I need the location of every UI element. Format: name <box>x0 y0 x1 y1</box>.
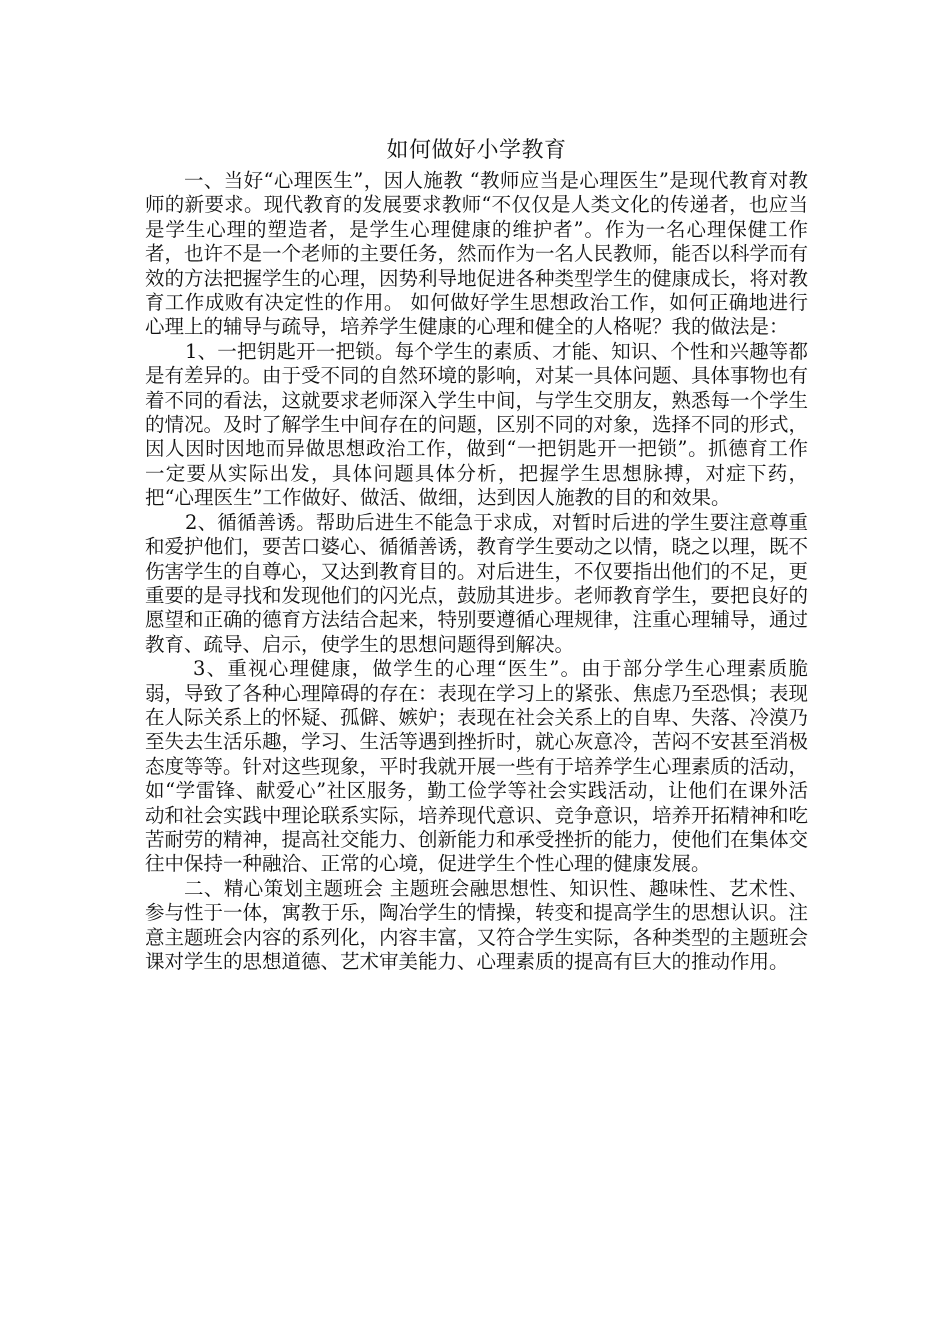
page-title: 如何做好小学教育 <box>386 138 567 163</box>
paragraph-point-two: 2、循循善诱。帮助后进生不能急于求成，对暂时后进的学生要注意尊重和爱护他们，要苦口婆心、循循善诱，教育学生要动之以情，晓之以理，既不伤害学生的自尊心，又达到教育目的。对后进生，不仅要指出他们的不足，更重要的是寻找和发现他们的闪光点，鼓励其进步。老师教育学生，要把良好的愿望和正确的德育方法结合起来，特别要遵循心理规律，注重心理辅导，通过教育、疏导、启示，使学生的思想问题得到解决。 <box>145 510 809 656</box>
paragraph-point-one: 1、一把钥匙开一把锁。每个学生的素质、才能、知识、个性和兴趣等都是有差异的。由于受不同的自然环境的影响，对某一具体问题、具体事物也有着不同的看法，这就要求老师深入学生中间，与学生交朋友，熟悉每一个学生的情况。及时了解学生中间存在的问题，区别不同的对象，选择不同的形式，因人因时因地而异做思想政治工作，做到“一把钥匙开一把锁”。抓德育工作一定要从实际出发，具体问题具体分析，把握学生思想脉搏，对症下药，把“心理医生”工作做好、做活、做细，达到因人施教的目的和效果。 <box>145 339 809 510</box>
paragraph-section-one: 一、当好“心理医生”，因人施教 “教师应当是心理医生”是现代教育对教师的新要求。现代教育的发展要求教师“不仅仅是人类文化的传递者，也应当是学生心理的塑造者，是学生心理健康的维护者”。作为一名心理保健工作者，也许不是一个老师的主要任务，然而作为一名人民教师，能否以科学而有效的方法把握学生的心理，因势利导地促进各种类型学生的健康成长，将对教育工作成败有决定性的作用。 如何做好学生思想政治工作，如何正确地进行心理上的辅导与疏导，培养学生健康的心理和健全的人格呢？我的做法是： <box>145 169 809 339</box>
paragraph-section-two: 二、精心策划主题班会 主题班会融思想性、知识性、趣味性、艺术性、参与性于一体，寓教于乐，陶冶学生的情操，转变和提高学生的思想认识。注意主题班会内容的系列化，内容丰富，又符合学生实际，各种类型的主题班会课对学生的思想道德、艺术审美能力、心理素质的提高有巨大的推动作用。 <box>145 876 809 973</box>
document-body <box>145 137 808 974</box>
paragraph-point-three: 3、重视心理健康，做学生的心理“医生”。由于部分学生心理素质脆弱，导致了各种心理障碍的存在：表现在学习上的紧张、焦虑乃至恐惧；表现在人际关系上的怀疑、孤僻、嫉妒；表现在社会关系上的自卑、失落、冷漠乃至失去生活乐趣，学习、生活等遇到挫折时，就心灰意冷，苦闷不安甚至消极态度等等。针对这些现象，平时我就开展一些有于培养学生心理素质的活动，如“学雷锋、献爱心”社区服务，勤工俭学等社会实践活动，让他们在课外活动和社会实践中理论联系实际，培养现代意识、竞争意识，培养开拓精神和吃苦耐劳的精神，提高社交能力、创新能力和承受挫折的能力，使他们在集体交往中保持一种融洽、正常的心境，促进学生个性心理的健康发展。 <box>145 657 809 876</box>
